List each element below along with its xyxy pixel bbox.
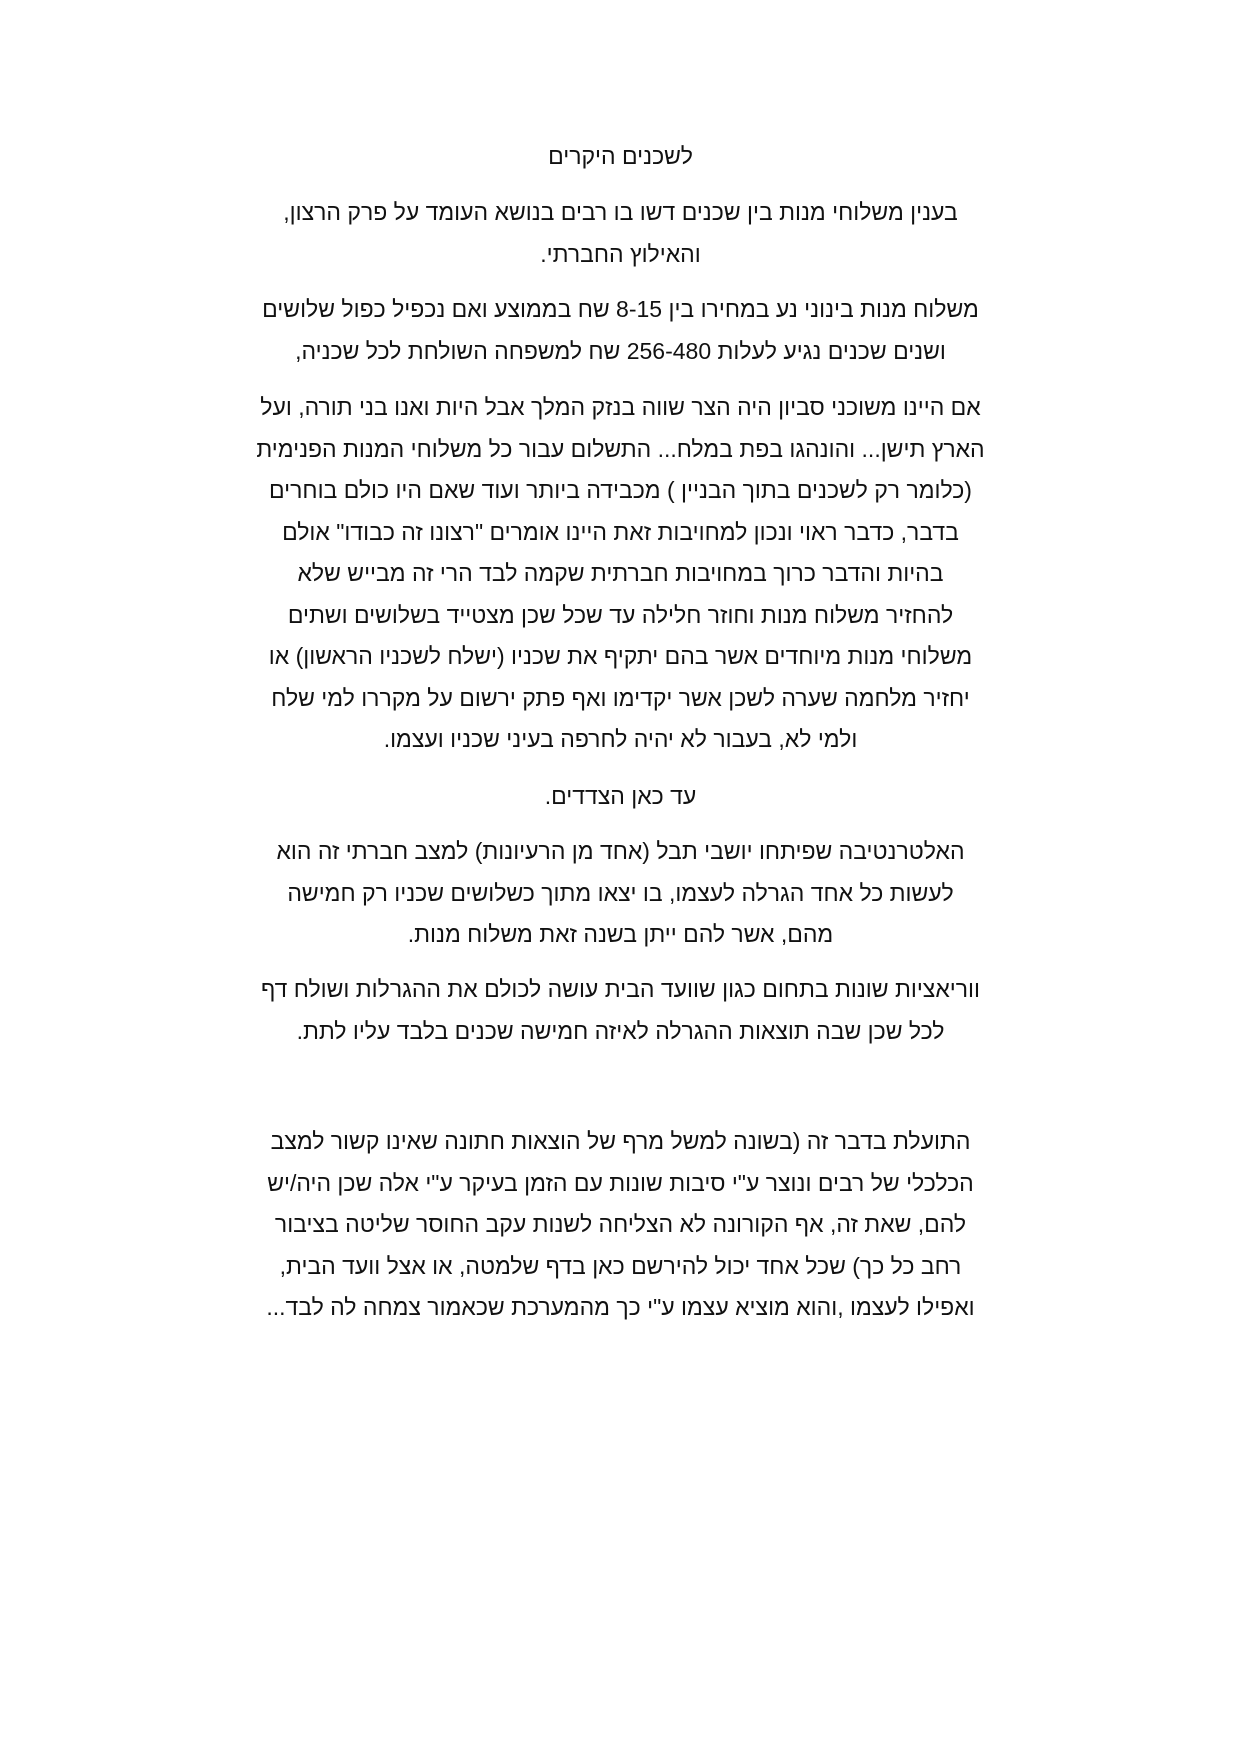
text-line: אם היינו משוכני סביון היה הצר שווה בנזק המלך אבל היות ואנו בני תורה, ועל (260, 394, 981, 420)
paragraph-divider-note (150, 776, 1091, 818)
text-line: להחזיר משלוח מנות וחוזר חלילה עד שכל שכן מצטייד בשלושים ושתים (287, 601, 954, 628)
text-line: משלוח מנות בינוני נע במחירו בין 8-15 שח בממוצע ואם נכפיל כפול שלושים (262, 296, 979, 322)
text-line: מהם, אשר להם ייתן בשנה זאת משלוח מנות. (407, 921, 834, 947)
salutation-text: לשכנים היקרים (548, 143, 693, 169)
paragraph-cost (150, 289, 1091, 372)
text-line: להם, שאת זה, אף הקורונה לא הצליחה לשנות עקב החוסר שליטה בציבור (274, 1211, 967, 1237)
text-line: (כלומר רק לשכנים בתוך הבניין ) מכבידה ביותר ועוד שאם היו כולם בוחרים (269, 477, 972, 503)
paragraph-variations (150, 969, 1091, 1052)
text-line: והאילוץ החברתי. (540, 240, 701, 267)
paragraph-argument (150, 387, 1091, 761)
text-line: האלטרנטיבה שפיתחו יושבי תבל (אחד מן הרעיונות) למצב חברתי זה הוא (276, 838, 965, 864)
text-line: לכל שכן שבה תוצאות ההגרלה לאיזה חמישה שכנים בלבד עליו לתת. (296, 1017, 945, 1044)
paragraph-benefit (150, 1121, 1091, 1329)
text-line: יחזיר מלחמה שערה לשכן אשר יקדימו ואף פתק ירשום על מקררו למי שלח (271, 684, 970, 711)
text-line: הארץ תישן... והונהגו בפת במלח... התשלום עבור כל משלוחי המנות הפנימית (256, 435, 985, 462)
text-line: בהיות והדבר כרוך במחויבות חברתית שקמה לבד הרי זה מבייש שלא (297, 560, 944, 586)
text-line: הכלכלי של רבים ונוצר ע"י סיבות שונות עם הזמן בעיקר ע"י אלה שכן היה/יש (267, 1169, 974, 1196)
text-line: עד כאן הצדדים. (544, 783, 697, 809)
text-line: בענין משלוחי מנות בין שכנים דשו בו רבים בנושא העומד על פרק הרצון, (283, 199, 958, 225)
text-line: רחב כל כך) שכל אחד יכול להירשם כאן בדף שלמטה, או אצל וועד הבית, (279, 1252, 962, 1279)
text-line: לעשות כל אחד הגרלה לעצמו, בו יצאו מתוך כשלושים שכניו רק חמישה (287, 879, 954, 906)
text-line: ולמי לא, בעבור לא יהיה לחרפה בעיני שכניו ועצמו. (383, 726, 858, 752)
paragraph-alternative (150, 831, 1091, 956)
letter-salutation (150, 136, 1091, 178)
text-line: בדבר, כדבר ראוי ונכון למחויבות זאת היינו אומרים "רצונו זה כבודו" אולם (282, 518, 959, 545)
paragraph-intro (150, 192, 1091, 275)
text-line: התועלת בדבר זה (בשונה למשל מרף של הוצאות חתונה שאינו קשור למצב (270, 1128, 971, 1154)
text-line: ואפילו לעצמו ,והוא מוציא עצמו ע"י כך מהמערכת שכאמור צמחה לה לבד... (266, 1294, 975, 1320)
text-line: ושנים שכנים נגיע לעלות 256-480 שח למשפחה השולחת לכל שכניה, (295, 337, 946, 364)
text-line: ווריאציות שונות בתחום כגון שוועד הבית עושה לכולם את ההגרלות ושולח דף (261, 976, 980, 1002)
text-line: משלוחי מנות מיוחדים אשר בהם יתקיף את שכניו (ישלח לשכניו הראשון) או (268, 643, 973, 669)
